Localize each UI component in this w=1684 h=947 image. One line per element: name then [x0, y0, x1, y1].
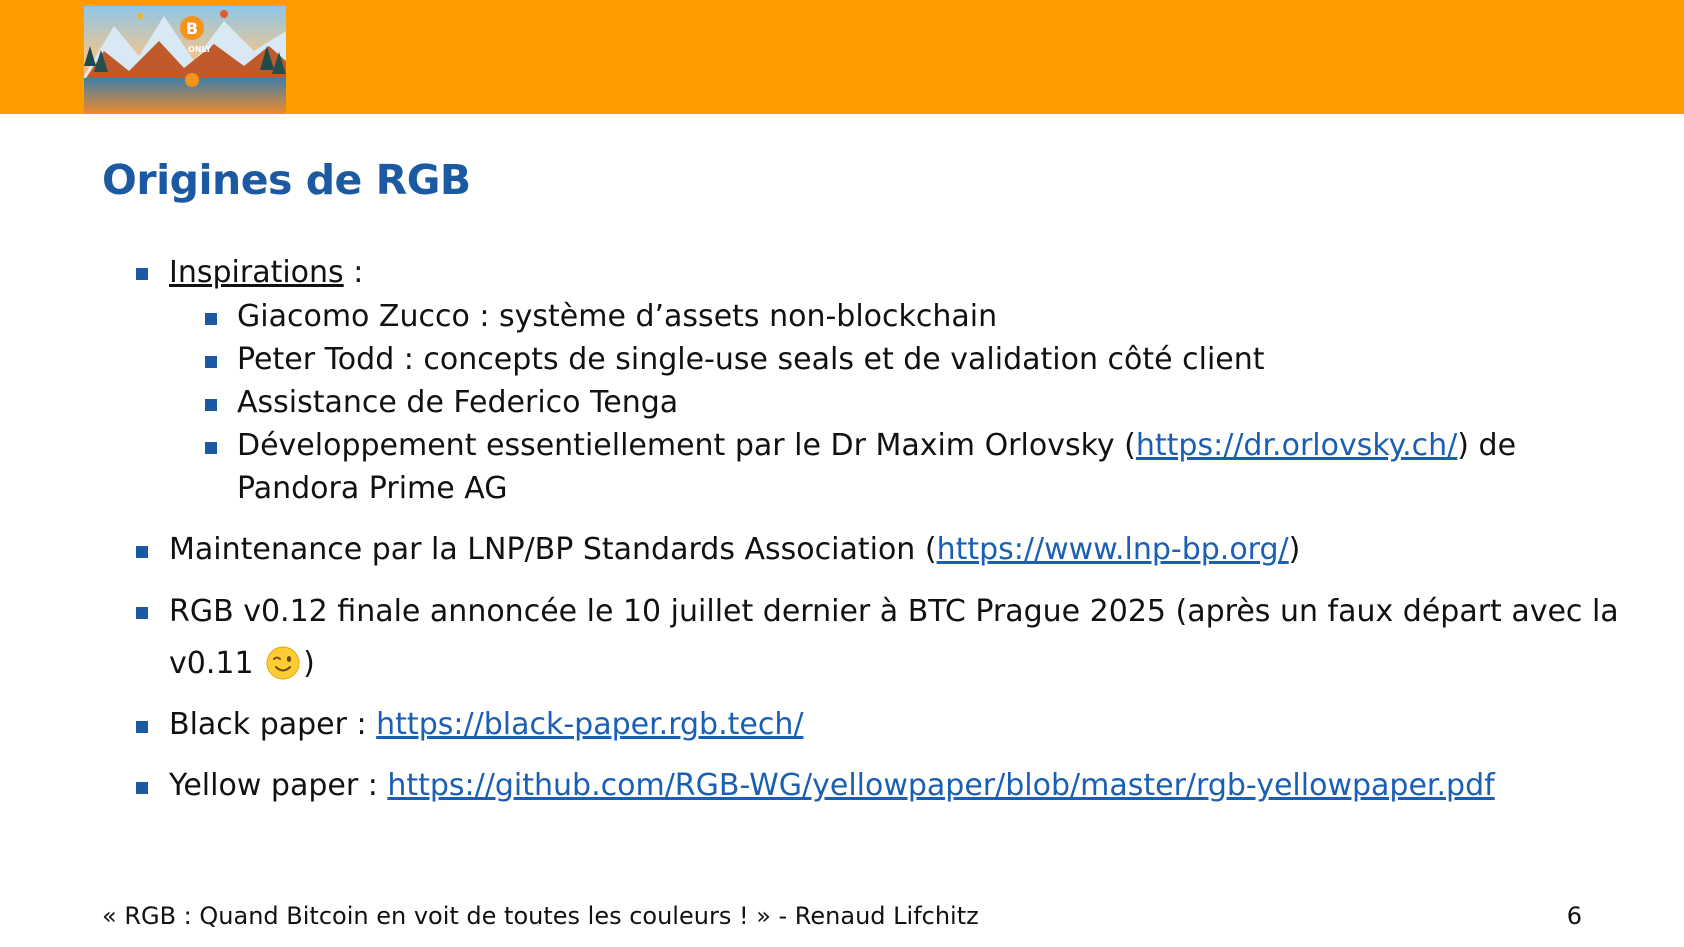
release-suffix: ) — [303, 646, 315, 681]
winking-face-emoji-icon — [266, 646, 300, 680]
sub-bullet-marker — [205, 313, 217, 325]
inspiration-subitem: Giacomo Zucco : système d’assets non-blockchain — [237, 299, 998, 334]
page-number: 6 — [1566, 902, 1582, 930]
bitcoin-landscape-logo-icon — [84, 6, 286, 114]
bullet-marker — [136, 268, 148, 280]
development-subitem — [237, 428, 1516, 464]
lnp-bp-link[interactable]: https://www.lnp-bp.org/ — [936, 532, 1289, 567]
development-prefix: Développement essentiellement par le Dr Maxim Orlovsky ( — [237, 428, 1136, 463]
header-band — [0, 0, 1684, 114]
orlovsky-link[interactable]: https://dr.orlovsky.ch/ — [1135, 428, 1458, 463]
maintenance-suffix: ) — [1288, 532, 1301, 567]
maintenance-item — [169, 532, 1300, 568]
sub-bullet-marker — [205, 356, 217, 368]
bullet-marker — [136, 607, 148, 619]
bullet-marker — [136, 721, 148, 733]
inspiration-subitem: Peter Todd : concepts de single-use seals et de validation côté client — [237, 342, 1265, 377]
development-suffix: ) de — [1457, 428, 1517, 463]
yellow-paper-item — [169, 768, 1495, 804]
slide-title: Origines de RGB — [102, 156, 471, 204]
inspiration-subitem: Assistance de Federico Tenga — [237, 385, 679, 420]
inspirations-label: Inspirations — [169, 255, 344, 290]
black-paper-item — [169, 707, 803, 743]
yellow-paper-link[interactable]: https://github.com/RGB-WG/yellowpaper/blob/master/rgb-yellowpaper.pdf — [387, 768, 1495, 803]
development-continuation: Pandora Prime AG — [237, 471, 508, 506]
release-continuation — [169, 646, 315, 682]
maintenance-prefix: Maintenance par la LNP/BP Standards Association ( — [169, 532, 937, 567]
footer-text: « RGB : Quand Bitcoin en voit de toutes les couleurs ! » - Renaud Lifchitz — [102, 902, 979, 930]
release-item: RGB v0.12 finale annoncée le 10 juillet dernier à BTC Prague 2025 (après un faux départ avec la — [169, 594, 1619, 629]
logo-caption: ONLY — [188, 45, 212, 54]
svg-text:B: B — [185, 19, 199, 38]
black-paper-label: Black paper : — [169, 707, 377, 742]
black-paper-link[interactable]: https://black-paper.rgb.tech/ — [376, 707, 804, 742]
bullet-marker — [136, 782, 148, 794]
inspirations-item — [169, 255, 363, 291]
bullet-marker — [136, 546, 148, 558]
yellow-paper-label: Yellow paper : — [169, 768, 388, 803]
sub-bullet-marker — [205, 442, 217, 454]
inspirations-suffix: : — [343, 255, 364, 290]
sub-bullet-marker — [205, 399, 217, 411]
release-version: v0.11 — [169, 646, 264, 681]
